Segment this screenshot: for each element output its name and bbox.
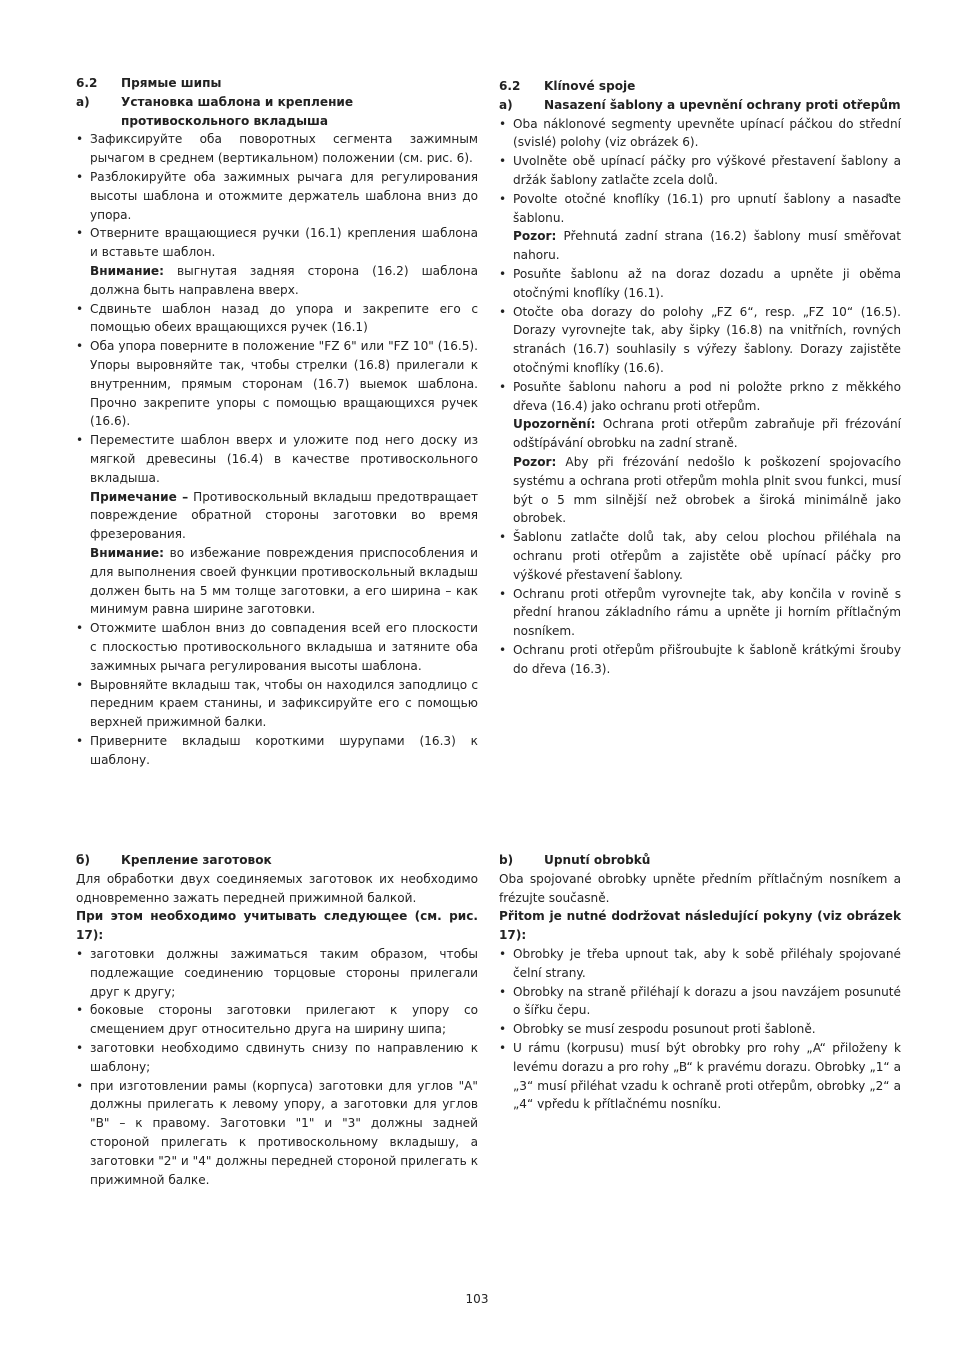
- note-text: Противоскольный вкладыш предотвращает повреждение обратной стороны заготовки во время фрезерования.: [90, 489, 478, 542]
- note: [499, 227, 901, 265]
- section-heading: [499, 77, 901, 96]
- list-item: • Зафиксируйте оба поворотных сегмента зажимным рычагом в среднем (вертикальном) положении (см. рис. 6).: [76, 130, 478, 168]
- list-item: • заготовки необходимо сдвинуть снизу по направлению к шаблону;: [76, 1039, 478, 1077]
- list-item: • Сдвиньте шаблон назад до упора и закрепите его с помощью обеих вращающихся ручек (16.1): [76, 300, 478, 338]
- subsection-number: б): [76, 853, 90, 867]
- list-item: • Отверните вращающиеся ручки (16.1) крепления шаблона и вставьте шаблон.: [76, 224, 478, 262]
- note-label: Внимание:: [90, 545, 164, 560]
- subsection-title: Установка шаблона и крепление противоскольного вкладыша: [121, 94, 354, 128]
- instruction-list: [76, 619, 478, 769]
- note: [76, 262, 478, 300]
- list-item: • при изготовлении рамы (корпуса) заготовки для углов "А" должны прилегать к левому упору, а заготовки для углов "В" – к правому. Заготовки "1" и "3" должны задней стороной прилегать к противоскольному вкладышу, а заготовки "2" и "4" должны передней стороной прилегать к прижимной балке.: [76, 1077, 478, 1190]
- subsection-number: а): [76, 94, 90, 109]
- cz-section-a: [499, 77, 901, 679]
- section-number: 6.2: [499, 79, 521, 93]
- instruction-list: [499, 945, 901, 1114]
- list-item: • Разблокируйте оба зажимных рычага для регулирования высоты шаблона и отожмите держатель шаблона вниз до упора.: [76, 168, 478, 224]
- instruction-list: [499, 115, 901, 228]
- note-label: Pozor:: [513, 454, 557, 469]
- list-item: • Otočte oba dorazy do polohy „FZ 6“, resp. „FZ 10“ (16.5). Dorazy vyrovnejte tak, aby šipky (16.8) na vnitřních, rovných stranách (16.7) souhlasily s výřezy šablony. Dorazy zajistěte otočnými knoflíky (16.6).: [499, 303, 901, 378]
- page-number: 103: [465, 1292, 489, 1306]
- note-label: Upozornění:: [513, 417, 596, 432]
- list-item: • Отожмите шаблон вниз до совпадения всей его плоскости с плоскостью противоскольного вкладыша и затяните оба зажимных рычага регулирования высоты шаблона.: [76, 619, 478, 675]
- list-item: • Oba náklonové segmenty upevněte upínací páčkou do střední (svislé) polohy (viz obrázek 6).: [499, 115, 901, 153]
- subsection-heading: [76, 93, 478, 131]
- list-item: • Posuňte šablonu až na doraz dozadu a upněte ji oběma otočnými knoflíky (16.1).: [499, 265, 901, 303]
- subsection-heading: [76, 851, 478, 870]
- list-item: • Выровняйте вкладыш так, чтобы он находился заподлицо с передним краем станины, и зафиксируйте его с помощью верхней прижимной балки.: [76, 676, 478, 732]
- list-item: • Приверните вкладыш короткими шурупами (16.3) к шаблону.: [76, 732, 478, 770]
- note-text: Přehnutá zadní strana (16.2) šablony musí směřovat nahoru.: [513, 229, 901, 263]
- note-label: Примечание –: [90, 489, 189, 504]
- instruction-list: [76, 130, 478, 262]
- lead-paragraph: Přitom je nutné dodržovat následující pokyny (viz obrázek 17):: [499, 909, 901, 943]
- list-item: • боковые стороны заготовки прилегают к упору со смещением друг относительно друга на ширину шипа;: [76, 1001, 478, 1039]
- instruction-list: [499, 265, 901, 415]
- note-text: Ochrana proti otřepům zabraňuje při frézování odštípávání obrobku na zadní straně.: [513, 417, 901, 451]
- list-item: • заготовки должны зажиматься таким образом, чтобы подлежащие соединению торцовые стороны прилегали друг к другу;: [76, 945, 478, 1001]
- intro-paragraph: Для обработки двух соединяемых заготовок их необходимо одновременно зажать передней прижимной балкой.: [76, 871, 478, 905]
- list-item: • Uvolněte obě upínací páčky pro výškové přestavení šablony a držák šablony zatlačte zcela dolů.: [499, 152, 901, 190]
- list-item: • Povolte otočné knoflíky (16.1) pro upnutí šablony a nasaďte šablonu.: [499, 190, 901, 228]
- note-text: выгнутая задняя сторона (16.2) шаблона должна быть направлена вверх.: [90, 263, 478, 297]
- note: [76, 488, 478, 544]
- list-item: • Posuňte šablonu nahoru a pod ni položte prkno z měkkého dřeva (16.4) jako ochranu proti otřepům.: [499, 378, 901, 416]
- subsection-number: b): [499, 853, 514, 867]
- instruction-list: [76, 300, 478, 488]
- section-number: 6.2: [76, 76, 98, 90]
- note-text: во избежание повреждения приспособления и для выполнения своей функции противоскольный вкладыш должен быть на 5 мм толще заготовки, а его ширина – как минимум равна ширине заготовки.: [90, 545, 478, 617]
- subsection-title: Крепление заготовок: [121, 853, 272, 867]
- section-title: Klínové spoje: [544, 79, 636, 93]
- list-item: • Obrobky je třeba upnout tak, aby k sobě přiléhaly spojované čelní strany.: [499, 945, 901, 983]
- list-item: • Obrobky se musí zespodu posunout proti šabloně.: [499, 1020, 901, 1039]
- subsection-number: a): [499, 97, 513, 112]
- intro-paragraph: Oba spojované obrobky upněte předním přítlačným nosníkem a frézujte současně.: [499, 871, 901, 905]
- lead-paragraph: При этом необходимо учитывать следующее (см. рис. 17):: [76, 909, 478, 943]
- subsection-title: Nasazení šablony a upevnění ochrany proti otřepům: [544, 97, 901, 112]
- subsection-heading: [499, 96, 901, 115]
- list-item: • U rámu (korpusu) musí být obrobky pro rohy „A“ přiloženy k levému dorazu a pro rohy „B“ k pravému dorazu. Obrobky „1“ a „3“ musí přiléhat vzadu k ochraně proti otřepům, obrobky „2“ a „4“ vpředu k přítlačnému nosníku.: [499, 1039, 901, 1114]
- instruction-list: [76, 945, 478, 1189]
- note-label: Внимание:: [90, 263, 164, 278]
- ru-section-b: [76, 851, 478, 1189]
- subsection-title: Upnutí obrobků: [544, 853, 651, 867]
- note: [76, 544, 478, 619]
- note-label: Pozor:: [513, 229, 557, 244]
- list-item: • Оба упора поверните в положение "FZ 6" или "FZ 10" (16.5). Упоры выровняйте так, чтобы стрелки (16.8) прилегали к внутренним, прямым сторонам (16.7) выемок шаблона. Прочно закрепите упоры с помощью вращающихся ручек (16.6).: [76, 337, 478, 431]
- ru-section-a: [76, 74, 478, 769]
- note: [499, 415, 901, 453]
- note-text: Aby při frézování nedošlo k poškození spojovacího systému a ochrana proti otřepům mohla plnit svou funkci, musí být o 5 mm silnější než obrobek a široká minimálně jako obrobek.: [513, 454, 901, 526]
- list-item: • Šablonu zatlačte dolů tak, aby celou plochou přiléhala na ochranu proti otřepům a zajistěte obě upínací páčky pro výškové přestavení šablony.: [499, 528, 901, 584]
- section-heading: [76, 74, 478, 93]
- instruction-list: [499, 528, 901, 678]
- section-title: Прямые шипы: [121, 76, 222, 90]
- note: [499, 453, 901, 528]
- subsection-heading: [499, 851, 901, 870]
- cz-section-b: [499, 851, 901, 1114]
- list-item: • Obrobky na straně přiléhají k dorazu a jsou navzájem posunuté o šířku čepu.: [499, 983, 901, 1021]
- list-item: • Ochranu proti otřepům přišroubujte k šabloně krátkými šrouby do dřeva (16.3).: [499, 641, 901, 679]
- list-item: • Переместите шаблон вверх и уложите под него доску из мягкой древесины (16.4) в качестве противоскольного вкладыша.: [76, 431, 478, 487]
- list-item: • Ochranu proti otřepům vyrovnejte tak, aby končila v rovině s přední hranou základního rámu a upněte ji horním přítlačným nosníkem.: [499, 585, 901, 641]
